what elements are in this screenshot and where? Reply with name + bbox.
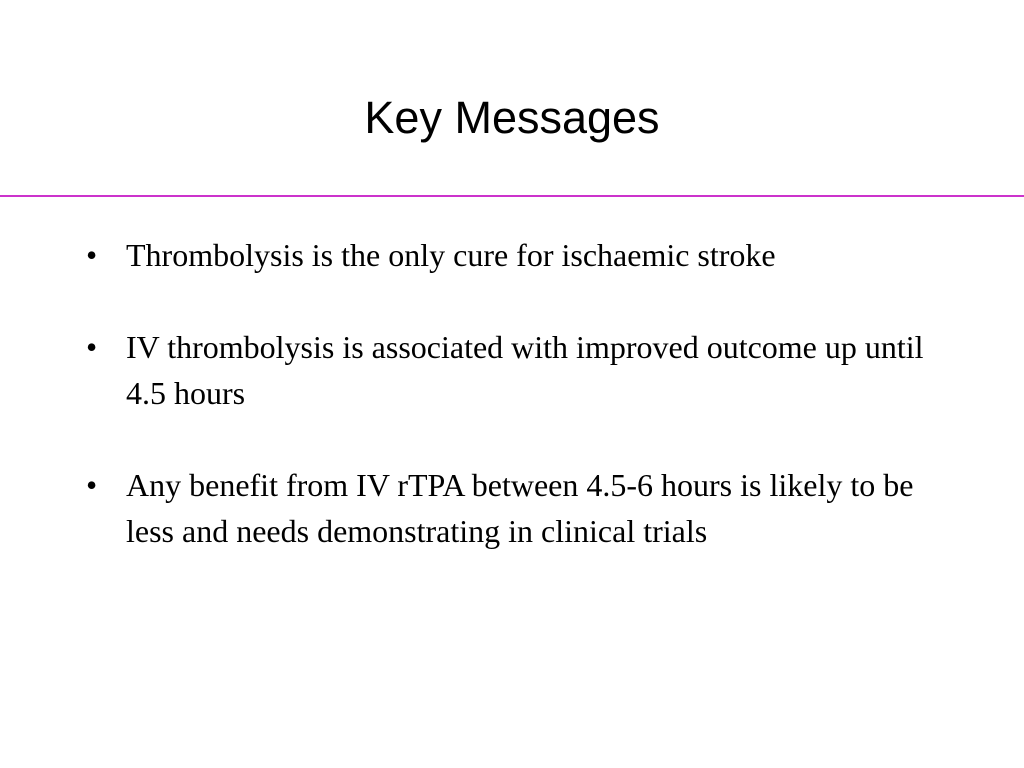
title-divider — [0, 195, 1024, 197]
bullet-marker-icon: • — [86, 237, 98, 273]
bullet-marker-icon: • — [86, 467, 98, 503]
bullet-list — [82, 232, 962, 600]
bullet-item — [82, 462, 962, 554]
bullet-marker-icon: • — [86, 329, 98, 365]
slide-title: Key Messages — [364, 92, 660, 143]
bullet-text: Any benefit from IV rTPA between 4.5-6 hours is likely to be less and needs demonstrating in clinical trials — [126, 467, 914, 549]
bullet-text: IV thrombolysis is associated with improved outcome up until 4.5 hours — [126, 329, 924, 411]
bullet-item — [82, 232, 962, 278]
bullet-text: Thrombolysis is the only cure for ischaemic stroke — [126, 237, 776, 273]
bullet-item — [82, 324, 962, 416]
